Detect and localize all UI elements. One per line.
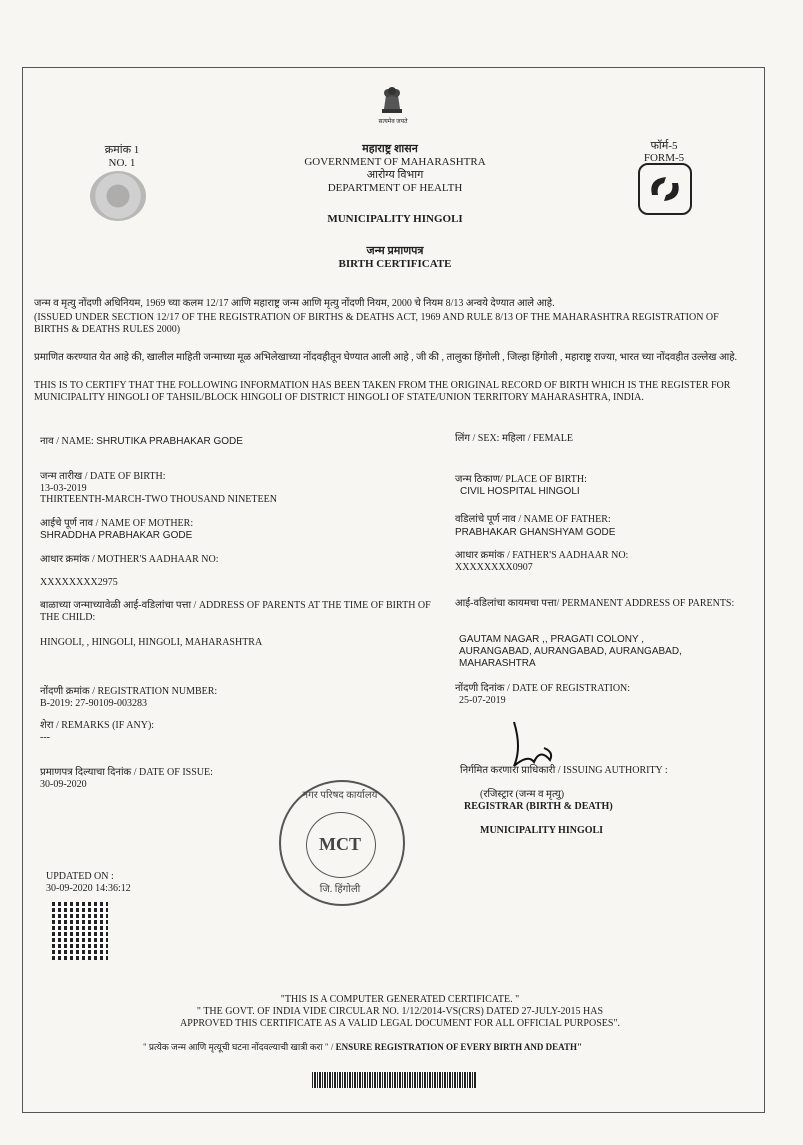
dept-title-mr: आरोग्य विभाग xyxy=(366,169,424,181)
certify-statement-mr: प्रमाणित करण्यात येत आहे की, खालील माहिती जन्माच्या मूळ अभिलेखाच्या नोंदवहीतून घेण्यात आली आहे , जी की , तालुका हिंगोली , जिल्हा हिंगोली , महाराष्ट्र राज्या, भारत च्या नोंदवहीत उल्लेख आहे. xyxy=(34,352,738,363)
date-of-registration-label: नोंदणी दिनांक / DATE OF REGISTRATION: xyxy=(455,683,631,694)
gov-title-mr: महाराष्ट्र शासन xyxy=(362,143,418,155)
permanent-address-label: आई-वडिलांचा कायमचा पत्ता/ PERMANENT ADDRESS OF PARENTS: xyxy=(455,598,735,609)
serial-number-mr: क्रमांक 1 xyxy=(104,144,140,156)
certificate-title-mr: जन्म प्रमाणपत्र xyxy=(366,245,424,257)
stamp-bottom-text: जि. हिंगोली xyxy=(319,884,361,895)
date-of-issue-label: प्रमाणपत्र दिल्याचा दिनांक / DATE OF ISSUE: xyxy=(40,767,213,778)
registrar-title-en: REGISTRAR (BIRTH & DEATH) xyxy=(464,801,613,812)
certify-statement-en: THIS IS TO CERTIFY THAT THE FOLLOWING INFORMATION HAS BEEN TAKEN FROM THE ORIGINAL RECORD OF BIRTH WHICH IS THE REGISTER FOR MUNICIPALITY HINGOLI OF TAHSIL/BLOCK HINGOLI OF DISTRICT HINGOLI OF STATE/UNION TERRITORY MAHARASHTRA, INDIA. xyxy=(34,380,731,403)
dob-label: जन्म तारीख / DATE OF BIRTH: xyxy=(40,471,166,482)
seal-icon xyxy=(90,171,146,221)
registration-number-label: नोंदणी क्रमांक / REGISTRATION NUMBER: xyxy=(40,686,218,697)
mother-name-label: आईचे पूर्ण नाव / NAME OF MOTHER: xyxy=(40,518,194,529)
place-of-birth-label: जन्म ठिकाण/ PLACE OF BIRTH: xyxy=(455,474,587,485)
sex-label: लिंग / SEX: xyxy=(455,433,500,444)
footer-circular: " THE GOVT. OF INDIA VIDE CIRCULAR NO. 1/12/2014-VS(CRS) DATED 27-JULY-2015 HAS xyxy=(196,1006,604,1017)
barcode xyxy=(312,1072,476,1088)
updated-on-value: 30-09-2020 14:36:12 xyxy=(46,883,131,894)
father-name-value: PRABHAKAR GHANSHYAM GODE xyxy=(455,527,616,538)
national-emblem-icon xyxy=(378,83,406,117)
remarks-value: --- xyxy=(40,732,50,743)
updated-on-label: UPDATED ON : xyxy=(46,871,114,882)
place-of-birth-value: CIVIL HOSPITAL HINGOLI xyxy=(460,486,580,497)
child-name xyxy=(40,436,440,448)
issued-under-en: (ISSUED UNDER SECTION 12/17 OF THE REGISTRATION OF BIRTHS & DEATHS ACT, 1969 AND RULE 8/13 OF THE MAHARASHTRA REGISTRATION OF BIRTHS & DEATHS RULES 2000) xyxy=(34,312,719,335)
sex-value: महिला / FEMALE xyxy=(501,433,573,444)
qr-code xyxy=(52,902,108,960)
footer-valid-document: APPROVED THIS CERTIFICATE AS A VALID LEGAL DOCUMENT FOR ALL OFFICIAL PURPOSES". xyxy=(179,1018,621,1029)
date-of-issue-value: 30-09-2020 xyxy=(40,779,87,790)
footer-ensure-registration xyxy=(143,1041,703,1053)
authority-municipality: MUNICIPALITY HINGOLI xyxy=(480,825,604,836)
sex xyxy=(455,433,755,445)
certificate-title-en: BIRTH CERTIFICATE xyxy=(338,258,452,270)
date-of-registration-value: 25-07-2019 xyxy=(459,695,506,706)
issued-under-mr: जन्म व मृत्यु नोंदणी अधिनियम, 1969 च्या कलम 12/17 आणि महाराष्ट्र जन्म आणि मृत्यु नोंदणी नियम, 2000 चे नियम 8/13 अन्वये देण्यात आले आहे. xyxy=(34,298,555,309)
address-at-birth-label: बाळाच्या जन्माच्यावेळी आई-वडिलांचा पत्ता / ADDRESS OF PARENTS AT THE TIME OF BIRTH OF THE CHILD: xyxy=(40,600,431,623)
registrar-title-mr: (रजिस्ट्रार (जन्म व मृत्यु) xyxy=(480,789,565,800)
address-at-birth-value: HINGOLI, , HINGOLI, HINGOLI, MAHARASHTRA xyxy=(40,637,263,648)
child-name-label: नाव / NAME: xyxy=(40,436,94,447)
form-number-mr: फॉर्म-5 xyxy=(650,140,678,152)
father-aadhaar-value: XXXXXXXX0907 xyxy=(455,562,533,573)
mother-aadhaar-value: XXXXXXXX2975 xyxy=(40,577,118,588)
emblem-caption: सत्यमेव जयते xyxy=(378,119,408,125)
remarks-label: शेरा / REMARKS (IF ANY): xyxy=(40,720,155,731)
registration-number-value: B-2019: 27-90109-003283 xyxy=(40,698,147,709)
mother-name-value: SHRADDHA PRABHAKAR GODE xyxy=(40,530,193,541)
stamp-top-text: नगर परिषद कार्यालय xyxy=(302,790,378,801)
serial-number-en: NO. 1 xyxy=(108,157,136,169)
municipality-title: MUNICIPALITY HINGOLI xyxy=(327,213,463,225)
father-name-label: वडिलांचे पूर्ण नाव / NAME OF FATHER: xyxy=(455,514,611,525)
dept-title-en: DEPARTMENT OF HEALTH xyxy=(327,182,463,194)
gov-title-en: GOVERNMENT OF MAHARASHTRA xyxy=(304,156,486,168)
mother-aadhaar-label: आधार क्रमांक / MOTHER'S AADHAAR NO: xyxy=(40,554,219,565)
footer-ensure-en: ENSURE REGISTRATION OF EVERY BIRTH AND DEATH" xyxy=(335,1042,583,1052)
form-number-en: FORM-5 xyxy=(643,152,685,164)
child-name-value: SHRUTIKA PRABHAKAR GODE xyxy=(96,436,243,447)
stamp-center-text: MCT xyxy=(319,834,361,854)
issuing-authority-label: निर्गमित करणारा प्राधिकारी / ISSUING AUTHORITY : xyxy=(460,765,668,776)
footer-computer-generated: "THIS IS A COMPUTER GENERATED CERTIFICATE. " xyxy=(280,994,520,1005)
dob-words: THIRTEENTH-MARCH-TWO THOUSAND NINETEEN xyxy=(40,494,277,505)
father-aadhaar-label: आधार क्रमांक / FATHER'S AADHAAR NO: xyxy=(455,550,629,561)
dob-value: 13-03-2019 xyxy=(40,483,87,494)
crs-logo-icon xyxy=(638,163,692,215)
permanent-address-value: GAUTAM NAGAR ,, PRAGATI COLONY , AURANGABAD, AURANGABAD, AURANGABAD, MAHARASHTRA xyxy=(459,634,682,669)
footer-ensure-mr: " प्रत्येक जन्म आणि मृत्यूची घटना नोंदवल्याची खात्री करा " / xyxy=(143,1042,334,1052)
